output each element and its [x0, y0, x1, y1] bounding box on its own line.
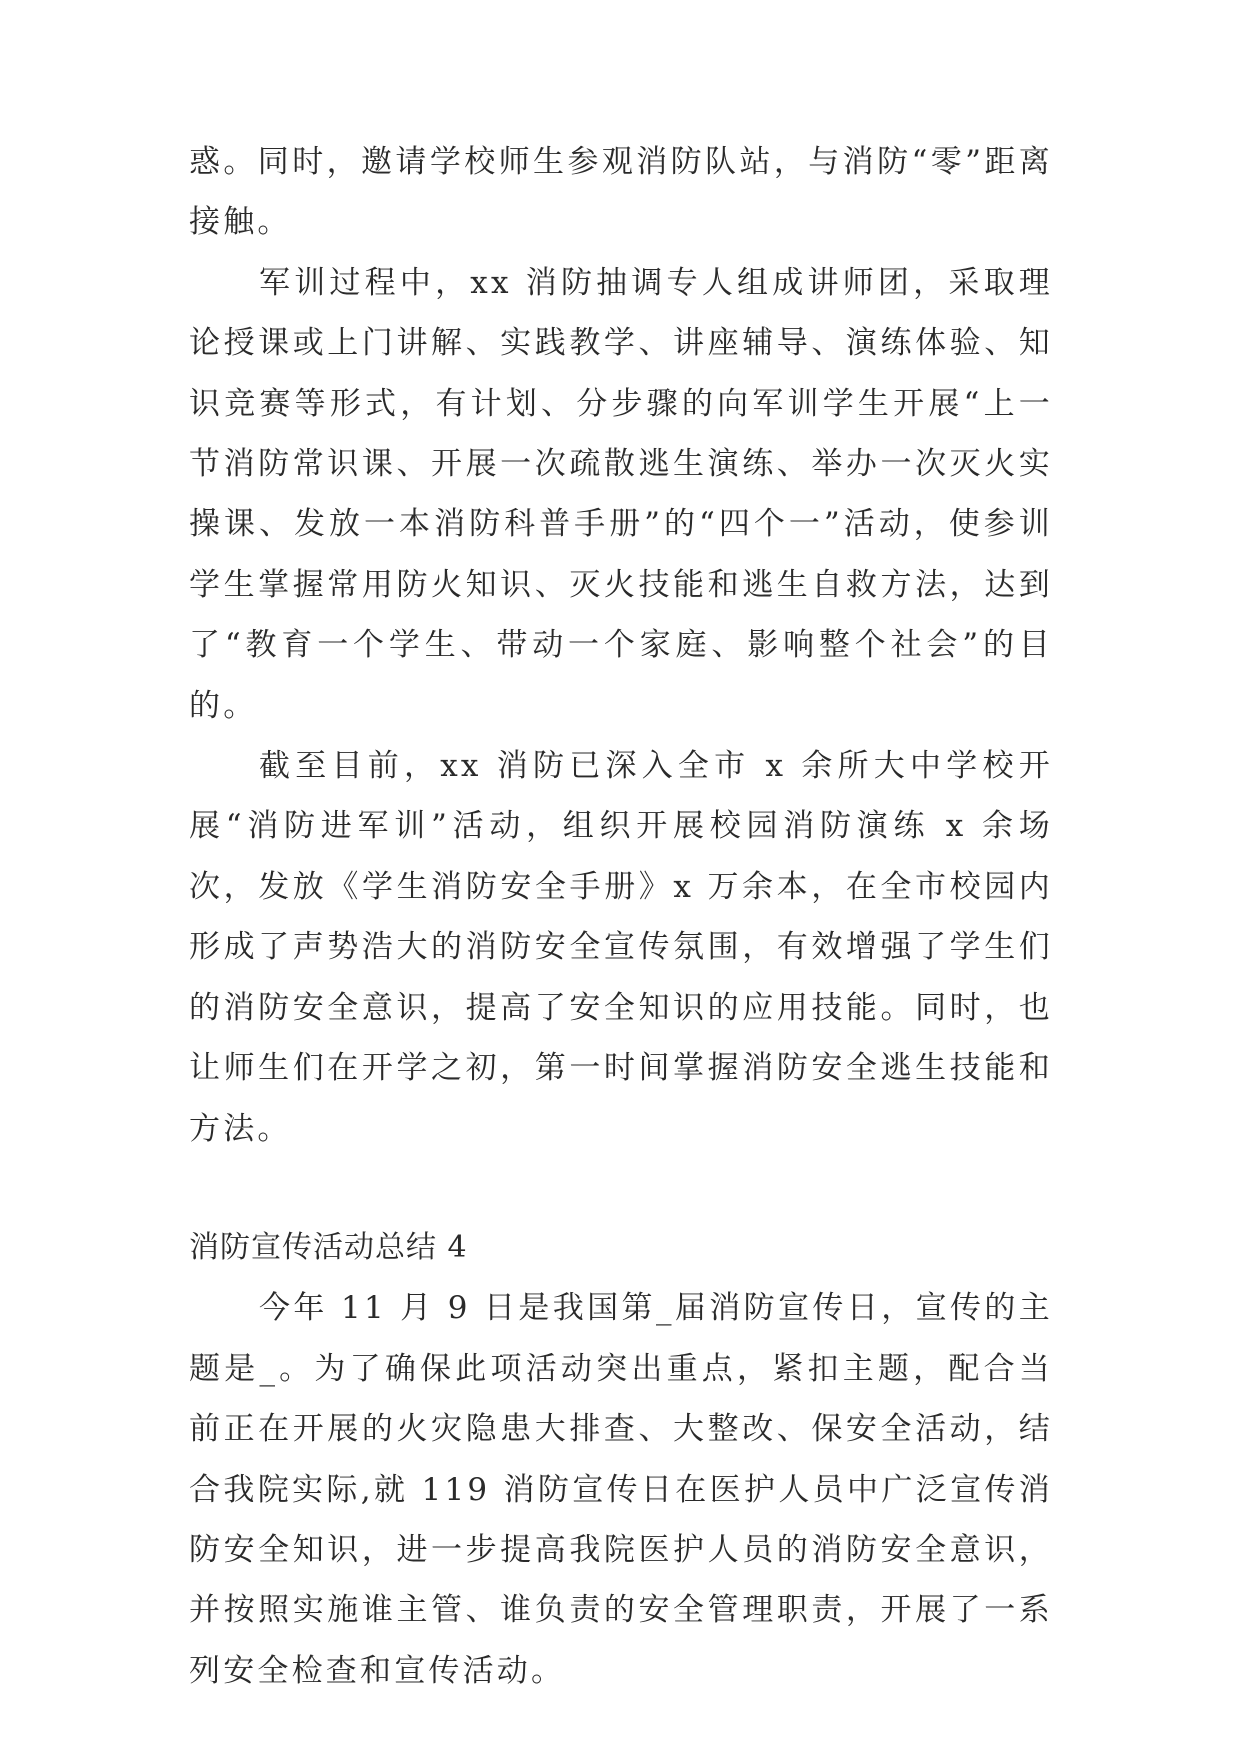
- paragraph-progress-to-date: 截至目前，xx 消防已深入全市 x 余所大中学校开展“消防进军训”活动，组织开展校园消防演练 x 余场次，发放《学生消防安全手册》x 万余本，在全市校园内形成了声势浩大的消防安全宣传氛围，有效增强了学生们的消防安全意识，提高了安全知识的应用技能。同时，也让师生们在开学之初，第一时间掌握消防安全逃生技能和方法。: [189, 748, 1053, 1147]
- document-page: [189, 132, 1053, 1701]
- section-heading: 消防宣传活动总结 4: [189, 1229, 468, 1265]
- paragraph-fire-day: 今年 11 月 9 日是我国第_届消防宣传日，宣传的主题是_。为了确保此项活动突出重点，紧扣主题，配合当前正在开展的火灾隐患大排查、大整改、保安全活动，结合我院实际,就 119 消防宣传日在医护人员中广泛宣传消防安全知识，进一步提高我院医护人员的消防安全意识，并按照实施谁主管、谁负责的安全管理职责，开展了一系列安全检查和宣传活动。: [189, 1290, 1053, 1689]
- paragraph-continued: 惑。同时，邀请学校师生参观消防队站，与消防“零”距离接触。: [189, 144, 1053, 241]
- paragraph-military-training: 军训过程中，xx 消防抽调专人组成讲师团，采取理论授课或上门讲解、实践教学、讲座辅导、演练体验、知识竞赛等形式，有计划、分步骤的向军训学生开展“上一节消防常识课、开展一次疏散逃生演练、举办一次灭火实操课、发放一本消防科普手册”的“四个一”活动，使参训学生掌握常用防火知识、灭火技能和逃生自救方法，达到了“教育一个学生、带动一个家庭、影响整个社会”的目的。: [189, 264, 1053, 724]
